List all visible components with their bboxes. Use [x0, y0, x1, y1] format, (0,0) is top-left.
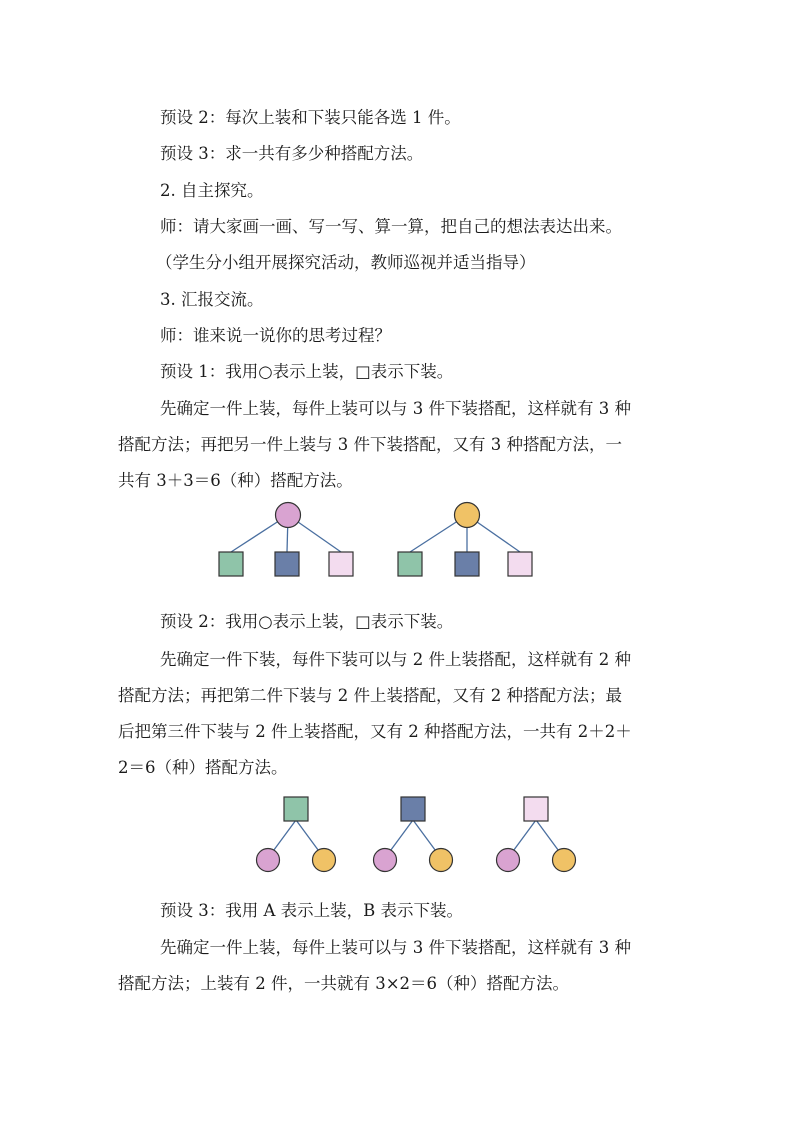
- yellow-circle-top: [455, 503, 480, 528]
- pink-circle: [497, 849, 520, 872]
- paragraph-17: 预设 3：我用 A 表示上装，B 表示下装。: [160, 901, 464, 920]
- yellow-circle: [430, 849, 453, 872]
- light-pink-square-bottom: [329, 552, 353, 576]
- paragraph-16: 2＝6（种）搭配方法。: [118, 758, 288, 777]
- paragraph-10: 搭配方法；再把另一件上装与 3 件下装搭配，又有 3 种搭配方法，一: [118, 435, 622, 454]
- paragraph-9: 先确定一件上装，每件上装可以与 3 件下装搭配，这样就有 3 种: [160, 399, 631, 418]
- tree-blue-bottom: [374, 797, 453, 872]
- light-pink-square-bottom: [508, 552, 532, 576]
- paragraph-8: 预设 1：我用○表示上装，□表示下装。: [160, 362, 454, 381]
- yellow-circle: [553, 849, 576, 872]
- paragraph-7: 师：谁来说一说你的思考过程？: [160, 326, 391, 345]
- paragraph-1: 预设 2：每次上装和下装只能各选 1 件。: [160, 108, 461, 127]
- pink-circle: [257, 849, 280, 872]
- green-square-bottom: [398, 552, 422, 576]
- yellow-circle: [313, 849, 336, 872]
- paragraph-13: 先确定一件下装，每件下装可以与 2 件上装搭配，这样就有 2 种: [160, 650, 631, 669]
- paragraph-3: 2. 自主探究。: [160, 181, 264, 200]
- paragraph-15: 后把第三件下装与 2 件上装搭配，又有 2 种搭配方法，一共有 2＋2＋: [118, 722, 632, 741]
- blue-square-bottom: [455, 552, 479, 576]
- green-square-top: [284, 797, 308, 821]
- pink-circle: [374, 849, 397, 872]
- paragraph-4: 师：请大家画一画、写一写、算一算，把自己的想法表达出来。: [160, 217, 622, 236]
- blue-square-top: [401, 797, 425, 821]
- paragraph-14: 搭配方法；再把第二件下装与 2 件上装搭配，又有 2 种搭配方法；最: [118, 686, 622, 705]
- paragraph-6: 3. 汇报交流。: [160, 290, 264, 309]
- tree-yellow-top: [398, 503, 532, 577]
- paragraph-2: 预设 3：求一共有多少种搭配方法。: [160, 144, 424, 163]
- paragraph-19: 搭配方法；上装有 2 件，一共就有 3×2＝6（种）搭配方法。: [118, 974, 570, 993]
- pink-circle-top: [276, 503, 301, 528]
- blue-square-bottom: [275, 552, 299, 576]
- light-pink-square-top: [524, 797, 548, 821]
- paragraph-18: 先确定一件上装，每件上装可以与 3 件下装搭配，这样就有 3 种: [160, 938, 631, 957]
- tree-light-pink-bottom: [497, 797, 576, 872]
- paragraph-12: 预设 2：我用○表示上装，□表示下装。: [160, 612, 454, 631]
- green-square-bottom: [219, 552, 243, 576]
- paragraph-11: 共有 3＋3＝6（种）搭配方法。: [118, 471, 353, 490]
- paragraph-5: （学生分小组开展探究活动，教师巡视并适当指导）: [156, 253, 536, 272]
- tree-green-bottom: [257, 797, 336, 872]
- tree-pink-top: [219, 503, 353, 577]
